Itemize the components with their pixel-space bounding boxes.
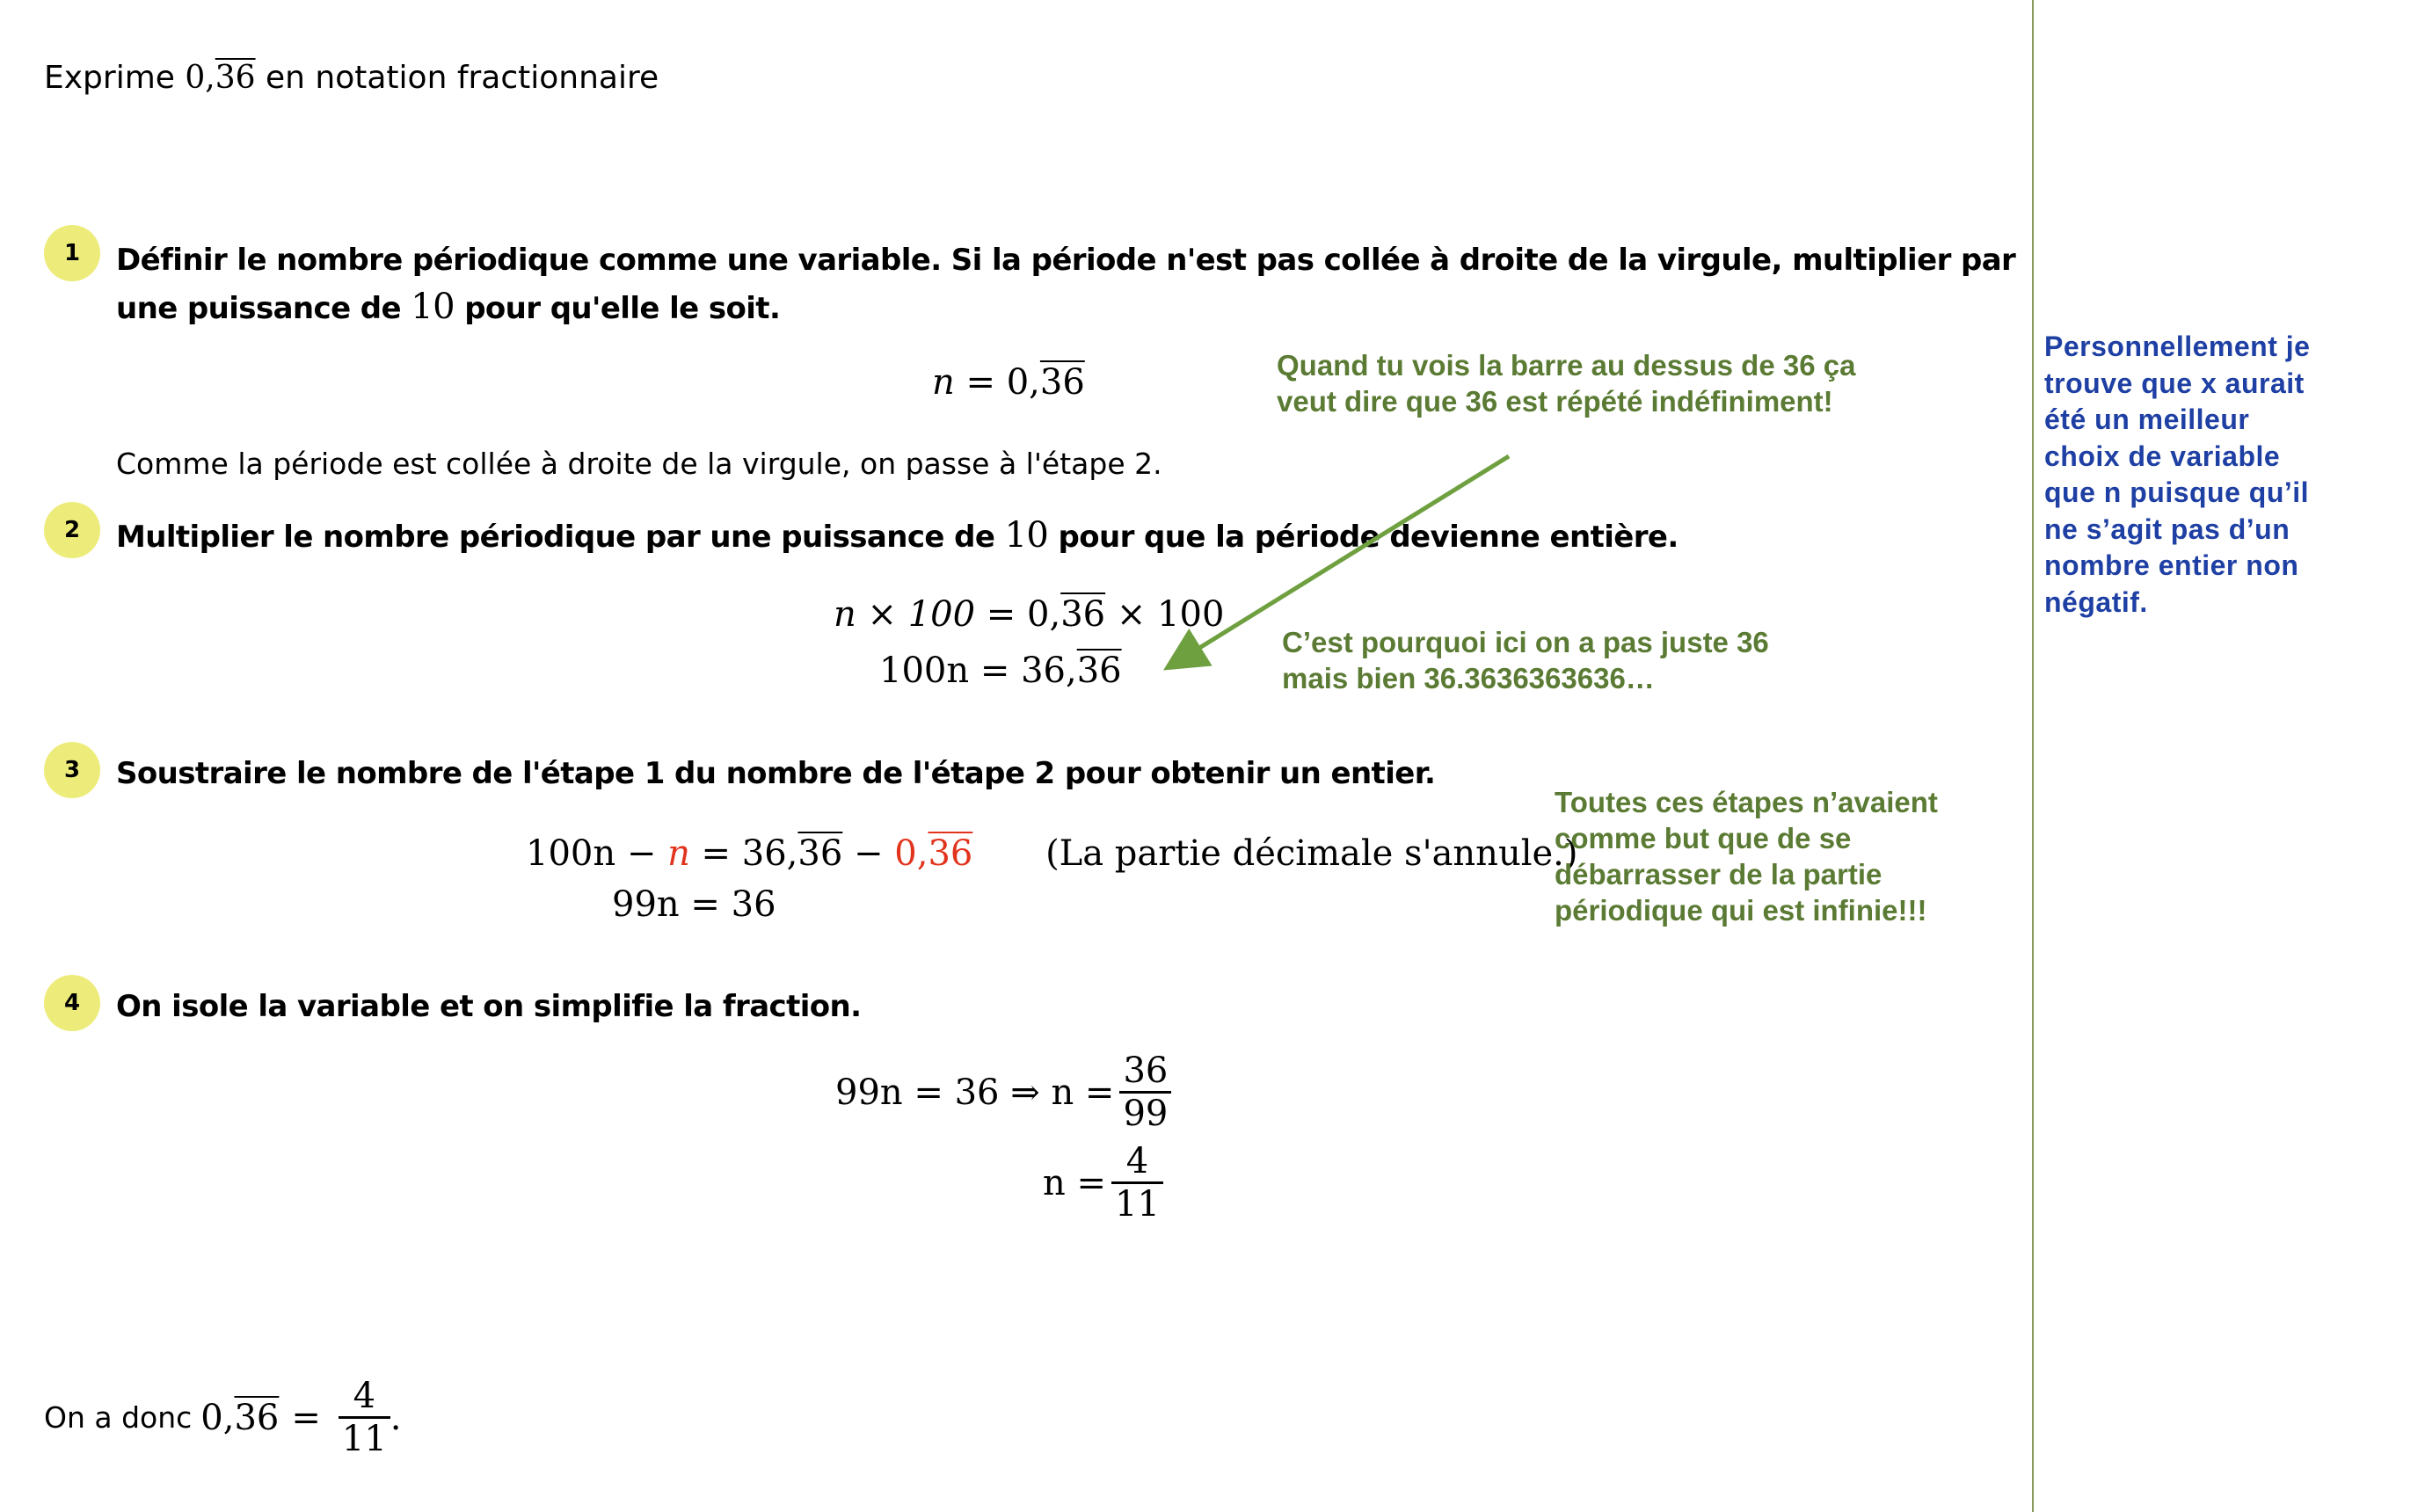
margin-note-line: que n puisque qu’il [2044,476,2310,508]
eq-text: 99n = 36 ⇒ n = [835,1072,1115,1113]
annotation-line: C’est pourquoi ici on a pas juste 36 [1282,626,1769,658]
number-int: 0, [185,60,215,96]
annotation-line: comme but que de se [1555,822,1852,854]
eq-red-int: 0, [894,833,928,874]
eq-rest: × 100 [1116,594,1225,635]
margin-note [2044,329,2310,621]
eq-lhs: n × 100 [834,594,976,635]
eq-sign: = [291,1397,321,1438]
heading-number: 10 [1004,515,1049,556]
margin-note-line: été un meilleur [2044,403,2250,435]
margin-divider [2032,0,2034,1512]
eq-lhs-highlight: n [667,833,690,874]
eq-sign: = [986,594,1016,635]
step-number: 2 [63,517,81,543]
number-int: 0, [200,1397,235,1438]
heading-text: une puissance de [116,291,401,326]
step-1-heading-line1: Définir le nombre périodique comme une variable. Si la période n'est pas collée à droite de la virgule, multiplier par [116,243,2016,278]
step-3-heading: Soustraire le nombre de l'étape 1 du nombre de l'étape 2 pour obtenir un entier. [116,756,1436,791]
numerator: 4 [353,1376,376,1416]
margin-note-line: ne s’agit pas d’un [2044,512,2290,545]
period-mark: . [390,1397,402,1438]
margin-note-line: nombre entier non [2044,549,2299,581]
eq-minus: − [854,833,884,874]
margin-note-line: négatif. [2044,585,2148,618]
annotation-line: veut dire que 36 est répété indéfiniment! [1277,385,1833,418]
step-1-note: Comme la période est collée à droite de la virgule, on passe à l'étape 2. [116,447,1162,481]
eq-period: 36 [1039,362,1085,403]
eq-int: 0, [1006,362,1040,403]
eq-period: 36 [1060,594,1106,635]
step-number: 3 [63,757,81,783]
margin-note-line: choix de variable [2044,440,2281,472]
eq-period: 36 [797,833,843,874]
eq-lhs: 100n [879,651,970,691]
eq-lhs: 100n − [526,833,657,874]
annotation-line: périodique qui est infinie!!! [1555,894,1927,927]
denominator: 11 [1111,1181,1163,1225]
numerator: 36 [1123,1050,1169,1091]
eq-sign: = [979,651,1010,691]
prompt-suffix: en notation fractionnaire [266,60,659,96]
eq-lhs: 99n [612,884,680,925]
eq-text: n = [1043,1162,1106,1203]
eq-int: 36, [1021,651,1077,691]
step-number: 1 [63,240,81,266]
eq-red-period: 36 [928,833,973,874]
eq-lhs: n [932,362,955,403]
annotation-line: débarrasser de la partie [1555,858,1882,890]
eq-sign: = [690,884,720,925]
eq-sign: = [965,362,995,403]
numerator: 4 [1125,1141,1149,1181]
eq-sign: = [701,833,732,874]
eq-rhs: 36 [731,884,776,925]
denominator: 11 [339,1416,390,1459]
heading-text: Multiplier le nombre périodique par une puissance de [116,520,995,555]
prompt-prefix: Exprime [44,60,175,96]
eq-int: 0, [1027,594,1061,635]
step-4-heading: On isole la variable et on simplifie la fraction. [116,989,862,1024]
heading-number: 10 [411,287,455,327]
eq-period: 36 [1076,651,1122,691]
number-period: 36 [234,1397,280,1438]
annotation-line: mais bien 36.3636363636… [1282,662,1655,694]
conclusion-text: On a donc [44,1400,193,1435]
denominator: 99 [1119,1091,1171,1134]
annotation-line: Quand tu vois la barre au dessus de 36 ça [1277,349,1856,382]
number-period: 36 [215,60,256,96]
step-number: 4 [63,990,81,1016]
margin-note-line: Personnellement je [2044,331,2311,362]
eq-comment: (La partie décimale s'annule.) [1045,833,1578,874]
annotation-line: Toutes ces étapes n’avaient [1555,786,1938,818]
eq-int: 36, [741,833,798,874]
margin-note-line: trouve que x aurait [2044,367,2305,399]
heading-text: pour qu'elle le soit. [464,291,781,326]
heading-text: pour que la période devienne entière. [1058,520,1679,555]
